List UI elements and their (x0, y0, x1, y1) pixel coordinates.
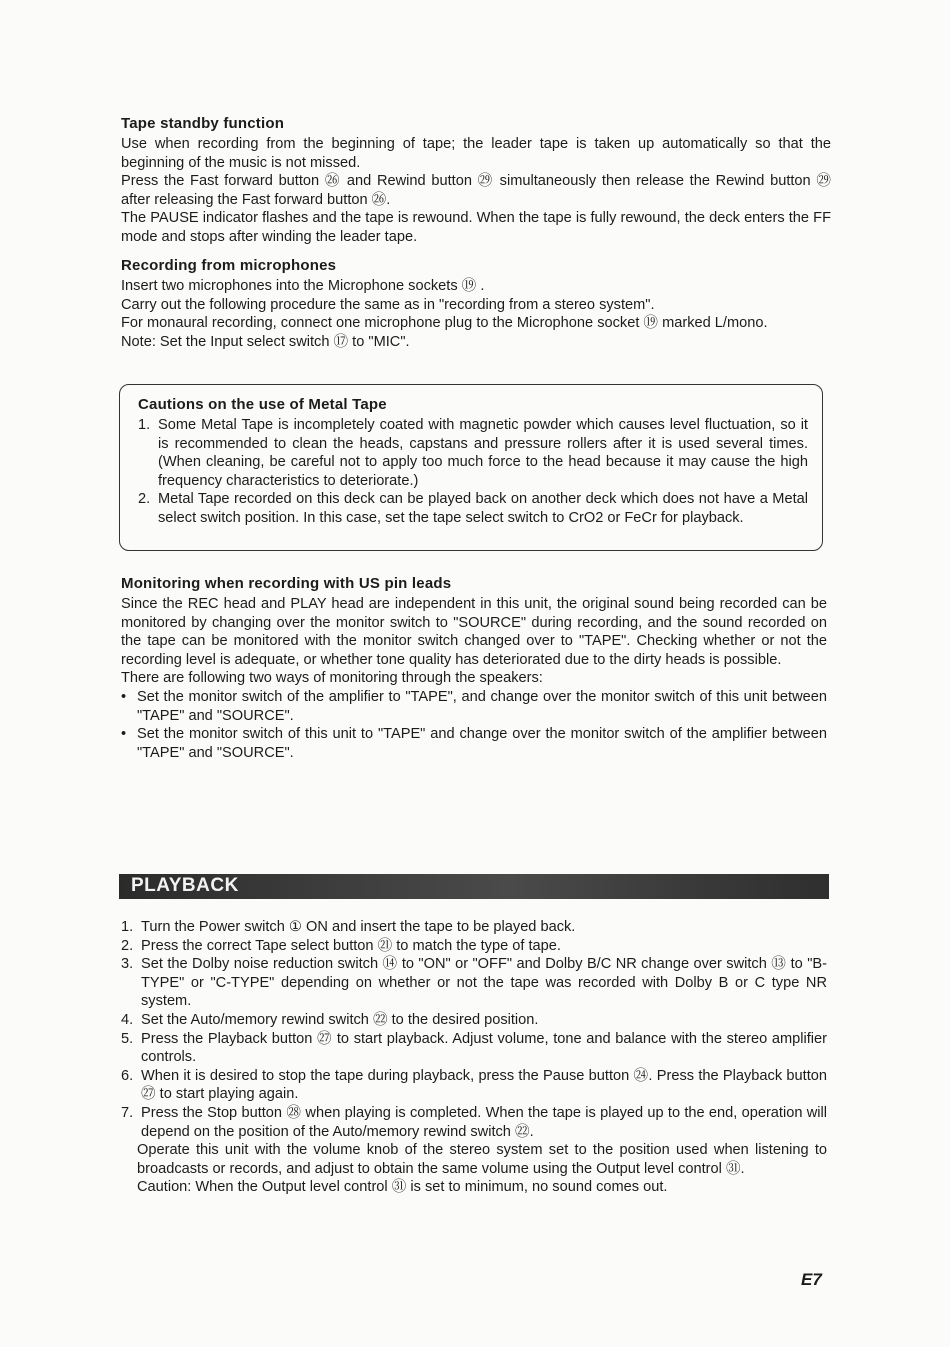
monitoring-section (121, 574, 827, 762)
item-text: Set the Auto/memory rewind switch ㉒ to the desired position. (141, 1011, 539, 1028)
list-item (121, 1067, 827, 1104)
caution-heading: Cautions on the use of Metal Tape (138, 396, 387, 413)
playback-banner (119, 874, 829, 899)
list-item (138, 416, 808, 490)
list-item (121, 725, 827, 762)
bullet-list (121, 688, 827, 762)
section-heading: Recording from microphones (121, 257, 337, 274)
item-text: Press the correct Tape select button ㉑ to match the type of tape. (141, 937, 561, 954)
section-heading: Tape standby function (121, 115, 285, 132)
item-number: 6. (121, 1067, 134, 1084)
item-text: Some Metal Tape is incompletely coated with magnetic powder which causes level fluctuation, so it is recommended to clean the heads, capstans and pressure rollers after it is used several times. (When cleaning, be careful not to apply too much force to the head because it may cause the high frequency characteristics to deteriorate.) (158, 417, 808, 489)
note-text: Note: Set the Input select switch ⑰ to "MIC". (121, 333, 410, 350)
caution-box (119, 384, 823, 551)
item-text: Set the monitor switch of this unit to "TAPE" and change over the monitor switch of the amplifier between "TAPE" and "SOURCE". (137, 726, 827, 761)
item-number: 2. (138, 491, 151, 508)
list-item (121, 1011, 827, 1030)
item-number: 5. (121, 1030, 134, 1047)
item-text: Press the Playback button ㉗ to start playback. Adjust volume, tone and balance with the stereo amplifier controls. (141, 1030, 827, 1066)
item-text: Press the Stop button ㉘ when playing is completed. When the tape is played up to the end, operation will depend on the position of the Auto/memory rewind switch ㉒. (141, 1104, 827, 1140)
list-item (138, 490, 808, 527)
paragraph: Carry out the following procedure the same as in "recording from a stereo system". (121, 296, 655, 313)
list-item (121, 918, 827, 937)
recording-microphones-section (121, 256, 831, 351)
paragraph: Since the REC head and PLAY head are independent in this unit, the original sound being recorded can be monitored by changing over the monitor switch to "SOURCE" during recording, and the sound recorded on the tape can be monitored with the monitor switch changed over to "TAPE". Checking whether or not the recording level is adequate, or whether tone quality has deteriorated due to the dirty heads is possible. (121, 596, 827, 668)
item-number: 1. (121, 919, 134, 935)
caution-list (138, 416, 808, 528)
list-item (121, 937, 827, 956)
caution-text: Caution: When the Output level control ㉛ is set to minimum, no sound comes out. (137, 1179, 668, 1196)
paragraph: Insert two microphones into the Microphone sockets ⑲ . (121, 278, 485, 294)
section-heading: Monitoring when recording with US pin leads (121, 575, 452, 592)
paragraph: There are following two ways of monitoring through the speakers: (121, 670, 543, 687)
list-item (121, 1030, 827, 1067)
paragraph: For monaural recording, connect one microphone plug to the Microphone socket ⑲ marked L/mono. (121, 315, 768, 332)
item-text: When it is desired to stop the tape during playback, press the Pause button ㉔. Press the Playback button ㉗ to start playing again. (141, 1067, 827, 1103)
tape-standby-section (121, 114, 831, 247)
item-number: 3. (121, 956, 134, 973)
bullet-icon: • (121, 726, 127, 743)
list-item (121, 688, 827, 725)
paragraph: Use when recording from the beginning of tape; the leader tape is taken up automatically so that the beginning of the music is not missed. (121, 136, 831, 171)
playback-section (121, 918, 827, 1197)
page-number: E7 (801, 1270, 822, 1289)
banner-title: PLAYBACK (131, 875, 239, 896)
item-text: Set the monitor switch of the amplifier to "TAPE", and change over the monitor switch of this unit between "TAPE" and "SOURCE". (137, 688, 827, 724)
item-number: 7. (121, 1104, 134, 1121)
playback-steps (121, 918, 827, 1141)
paragraph: Press the Fast forward button ㉖ and Rewind button ㉙ simultaneously then release the Rewind button ㉙ after releasing the Fast forward button ㉖. (121, 173, 831, 208)
paragraph: The PAUSE indicator flashes and the tape is rewound. When the tape is fully rewound, the deck enters the FF mode and stops after winding the leader tape. (121, 210, 831, 245)
item-number: 2. (121, 937, 134, 954)
bullet-icon: • (121, 688, 127, 705)
item-text: Set the Dolby noise reduction switch ⑭ to "ON" or "OFF" and Dolby B/C NR change over switch ⑬ to "B-TYPE" or "C-TYPE" depending on whether or not the tape was recorded with Dolby B or C type NR system. (141, 956, 827, 1010)
item-number: 4. (121, 1011, 134, 1028)
paragraph: Operate this unit with the volume knob of the stereo system set to the position used when listening to broadcasts or records, and adjust to obtain the same volume using the Output level control ㉛. (137, 1142, 827, 1177)
item-text: Metal Tape recorded on this deck can be played back on another deck which does not have a Metal select switch position. In this case, set the tape select switch to CrO2 or FeCr for playback. (158, 491, 808, 526)
item-number: 1. (138, 417, 151, 433)
list-item (121, 955, 827, 1011)
item-text: Turn the Power switch ① ON and insert the tape to be played back. (141, 919, 576, 935)
list-item (121, 1104, 827, 1141)
